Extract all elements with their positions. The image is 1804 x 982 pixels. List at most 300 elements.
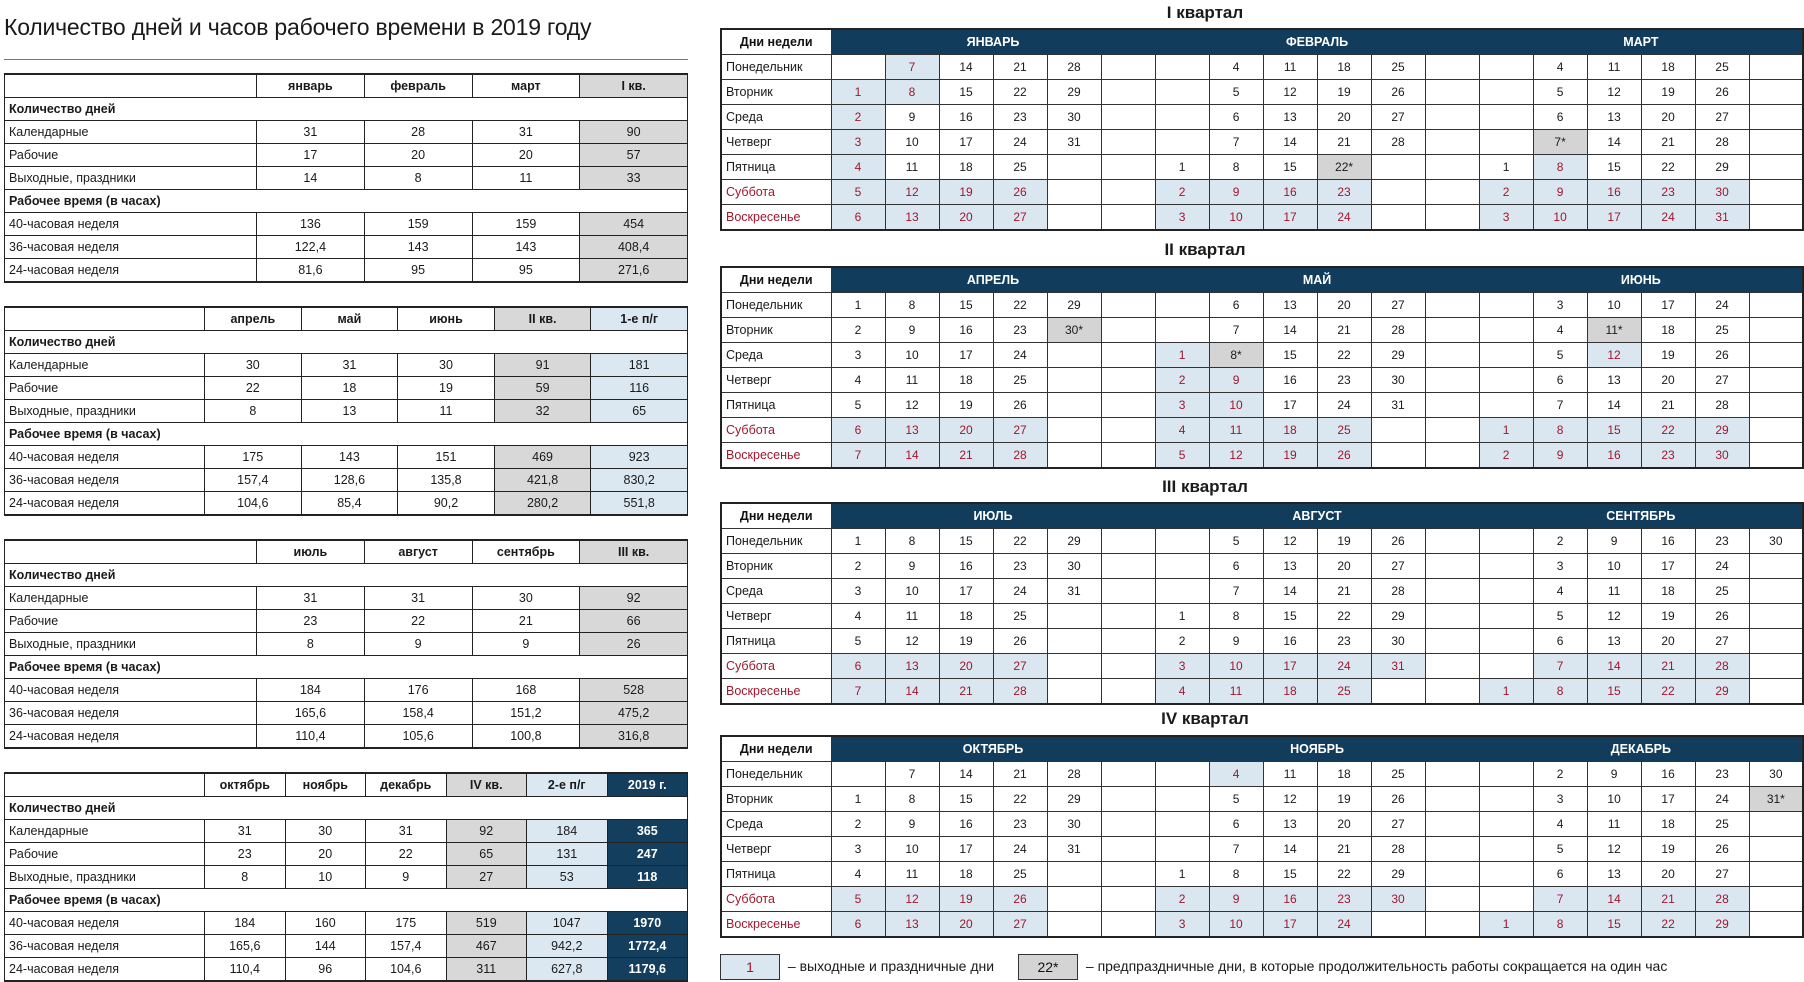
value-cell: 13 bbox=[301, 400, 398, 423]
empty-cell bbox=[1101, 155, 1155, 180]
day-cell: 30 bbox=[1749, 762, 1803, 787]
value-cell: 92 bbox=[580, 587, 688, 610]
day-cell: 23 bbox=[1317, 180, 1371, 205]
day-cell: 19 bbox=[1317, 529, 1371, 554]
day-cell: 28 bbox=[993, 443, 1047, 469]
day-cell: 1 bbox=[831, 787, 885, 812]
day-cell: 15 bbox=[1263, 155, 1317, 180]
day-cell: 5 bbox=[1209, 787, 1263, 812]
value-cell: 31 bbox=[257, 587, 365, 610]
day-cell: 8 bbox=[885, 293, 939, 318]
value-cell: 8 bbox=[364, 167, 472, 190]
quarter-calendar-2 bbox=[720, 266, 1804, 469]
value-cell: 20 bbox=[285, 843, 366, 866]
day-cell: 29 bbox=[1371, 604, 1425, 629]
day-cell: 14 bbox=[939, 55, 993, 80]
empty-cell bbox=[1749, 554, 1803, 579]
table-row bbox=[5, 259, 688, 283]
value-cell: 28 bbox=[364, 121, 472, 144]
day-cell: 22 bbox=[1641, 912, 1695, 938]
day-cell: 2 bbox=[1155, 629, 1209, 654]
day-cell: 28 bbox=[993, 679, 1047, 705]
day-cell: 27 bbox=[1371, 812, 1425, 837]
weekday-label: Среда bbox=[721, 105, 831, 130]
weekday-label: Понедельник bbox=[721, 293, 831, 318]
day-cell: 4 bbox=[1155, 418, 1209, 443]
day-cell: 15 bbox=[1587, 679, 1641, 705]
day-cell: 1 bbox=[1155, 604, 1209, 629]
value-cell: 421,8 bbox=[494, 469, 591, 492]
empty-cell bbox=[1749, 579, 1803, 604]
empty-cell bbox=[1155, 837, 1209, 862]
empty-cell bbox=[1101, 679, 1155, 705]
day-cell: 8 bbox=[885, 80, 939, 105]
weekday-row bbox=[721, 837, 1803, 862]
month-header: ДЕКАБРЬ bbox=[1479, 736, 1803, 762]
value-cell: 158,4 bbox=[364, 702, 472, 725]
weekday-label: Вторник bbox=[721, 318, 831, 343]
day-cell: 23 bbox=[1695, 529, 1749, 554]
day-cell: 6 bbox=[1533, 629, 1587, 654]
stats-corner-cell bbox=[5, 307, 205, 331]
empty-cell bbox=[1749, 393, 1803, 418]
empty-cell bbox=[1101, 579, 1155, 604]
day-cell: 5 bbox=[1533, 837, 1587, 862]
day-cell: 25 bbox=[993, 862, 1047, 887]
quarter-title: IV квартал bbox=[1161, 709, 1249, 728]
value-cell: 31 bbox=[366, 820, 447, 843]
empty-cell bbox=[1749, 887, 1803, 912]
day-cell: 30 bbox=[1047, 105, 1101, 130]
day-cell: 26 bbox=[993, 887, 1047, 912]
day-cell: 1 bbox=[831, 293, 885, 318]
column-header: II кв. bbox=[494, 307, 591, 331]
value-cell: 151 bbox=[398, 446, 495, 469]
weekday-label: Пятница bbox=[721, 155, 831, 180]
empty-cell bbox=[1101, 529, 1155, 554]
day-cell: 28 bbox=[1371, 318, 1425, 343]
empty-cell bbox=[1749, 155, 1803, 180]
day-cell: 1 bbox=[1479, 912, 1533, 938]
weekday-label: Четверг bbox=[721, 368, 831, 393]
day-cell: 2 bbox=[831, 318, 885, 343]
empty-cell bbox=[1749, 55, 1803, 80]
day-cell: 27 bbox=[993, 418, 1047, 443]
empty-cell bbox=[1425, 130, 1479, 155]
empty-cell bbox=[1101, 293, 1155, 318]
empty-cell bbox=[1749, 604, 1803, 629]
value-cell: 22 bbox=[364, 610, 472, 633]
day-cell: 30 bbox=[1047, 812, 1101, 837]
value-cell: 627,8 bbox=[527, 958, 608, 982]
table-row bbox=[5, 820, 688, 843]
day-cell: 21 bbox=[1317, 837, 1371, 862]
day-cell: 22 bbox=[1317, 604, 1371, 629]
day-cell: 18 bbox=[1641, 579, 1695, 604]
empty-cell bbox=[1047, 862, 1101, 887]
value-cell: 104,6 bbox=[205, 492, 302, 516]
empty-cell bbox=[1479, 654, 1533, 679]
row-label: Рабочие bbox=[5, 843, 205, 866]
day-cell: 21 bbox=[1641, 887, 1695, 912]
column-header: декабрь bbox=[366, 773, 447, 797]
day-cell: 3 bbox=[831, 343, 885, 368]
day-cell: 19 bbox=[939, 180, 993, 205]
value-cell: 91 bbox=[494, 354, 591, 377]
weekday-row bbox=[721, 393, 1803, 418]
day-cell: 4 bbox=[1209, 55, 1263, 80]
empty-cell bbox=[1101, 629, 1155, 654]
day-cell: 22 bbox=[1641, 418, 1695, 443]
day-cell: 16 bbox=[1641, 529, 1695, 554]
day-cell: 8 bbox=[1209, 155, 1263, 180]
value-cell: 408,4 bbox=[580, 236, 688, 259]
value-cell: 475,2 bbox=[580, 702, 688, 725]
value-cell: 30 bbox=[472, 587, 580, 610]
day-cell: 24 bbox=[1695, 554, 1749, 579]
day-cell: 3 bbox=[1533, 787, 1587, 812]
empty-cell bbox=[1425, 554, 1479, 579]
weekday-row bbox=[721, 529, 1803, 554]
value-cell: 31 bbox=[205, 820, 286, 843]
day-cell: 24 bbox=[993, 343, 1047, 368]
weekday-row bbox=[721, 155, 1803, 180]
day-cell: 19 bbox=[1641, 80, 1695, 105]
month-header: АВГУСТ bbox=[1155, 503, 1479, 529]
weekday-label: Воскресенье bbox=[721, 443, 831, 469]
day-cell: 3 bbox=[1533, 554, 1587, 579]
day-cell: 16 bbox=[939, 812, 993, 837]
day-cell: 16 bbox=[1263, 368, 1317, 393]
value-cell: 11 bbox=[398, 400, 495, 423]
calendar-header-row bbox=[721, 29, 1803, 55]
day-cell: 5 bbox=[1533, 604, 1587, 629]
empty-cell bbox=[1155, 579, 1209, 604]
weekday-label: Суббота bbox=[721, 654, 831, 679]
weekday-row bbox=[721, 679, 1803, 705]
day-cell: 4 bbox=[831, 155, 885, 180]
calendar-header-row bbox=[721, 503, 1803, 529]
section-row bbox=[5, 889, 688, 912]
weekday-row bbox=[721, 604, 1803, 629]
empty-cell bbox=[1749, 654, 1803, 679]
day-cell: 16 bbox=[1263, 180, 1317, 205]
empty-cell bbox=[1047, 155, 1101, 180]
empty-cell bbox=[1371, 679, 1425, 705]
day-cell: 27 bbox=[1695, 105, 1749, 130]
table-row bbox=[5, 400, 688, 423]
day-cell: 28 bbox=[1047, 762, 1101, 787]
day-cell: 1 bbox=[1479, 155, 1533, 180]
row-label: Календарные bbox=[5, 820, 205, 843]
day-cell: 20 bbox=[1317, 293, 1371, 318]
legend-preholiday-text: – предпраздничные дни, в которые продолжительность работы сокращается на один час bbox=[1085, 958, 1668, 974]
day-cell: 5 bbox=[1209, 80, 1263, 105]
day-cell: 2 bbox=[1155, 887, 1209, 912]
day-cell: 22 bbox=[1641, 155, 1695, 180]
day-cell: 27 bbox=[1371, 293, 1425, 318]
empty-cell bbox=[1749, 180, 1803, 205]
day-cell: 10 bbox=[885, 579, 939, 604]
day-cell: 15 bbox=[1587, 912, 1641, 938]
empty-cell bbox=[1155, 554, 1209, 579]
day-cell: 5 bbox=[831, 887, 885, 912]
day-cell: 17 bbox=[1641, 787, 1695, 812]
day-cell: 30 bbox=[1371, 887, 1425, 912]
day-cell: 16 bbox=[939, 105, 993, 130]
table-row bbox=[5, 587, 688, 610]
value-cell: 90 bbox=[580, 121, 688, 144]
day-cell: 17 bbox=[939, 837, 993, 862]
empty-cell bbox=[1425, 443, 1479, 469]
day-cell: 21 bbox=[939, 443, 993, 469]
empty-cell bbox=[1155, 293, 1209, 318]
day-cell: 12 bbox=[1263, 787, 1317, 812]
day-cell: 16 bbox=[1641, 762, 1695, 787]
column-header: 2019 г. bbox=[607, 773, 688, 797]
empty-cell bbox=[1101, 862, 1155, 887]
table-row bbox=[5, 236, 688, 259]
column-header: май bbox=[301, 307, 398, 331]
day-cell: 4 bbox=[1533, 812, 1587, 837]
weekday-label: Вторник bbox=[721, 554, 831, 579]
day-cell: 2 bbox=[1479, 443, 1533, 469]
day-cell: 13 bbox=[1587, 629, 1641, 654]
day-cell: 6 bbox=[831, 418, 885, 443]
day-cell: 31 bbox=[1047, 130, 1101, 155]
day-cell: 25 bbox=[1317, 418, 1371, 443]
day-cell: 24 bbox=[993, 579, 1047, 604]
weekday-row bbox=[721, 130, 1803, 155]
day-cell: 11 bbox=[1209, 679, 1263, 705]
empty-cell bbox=[1047, 679, 1101, 705]
empty-cell bbox=[1425, 654, 1479, 679]
day-cell: 21 bbox=[1317, 318, 1371, 343]
day-cell: 1 bbox=[831, 80, 885, 105]
day-cell: 18 bbox=[1263, 679, 1317, 705]
stats-corner-cell bbox=[5, 74, 257, 98]
empty-cell bbox=[1479, 368, 1533, 393]
value-cell: 90,2 bbox=[398, 492, 495, 516]
day-cell: 6 bbox=[1209, 812, 1263, 837]
quarter-calendar-4 bbox=[720, 735, 1804, 938]
day-cell: 17 bbox=[939, 130, 993, 155]
value-cell: 469 bbox=[494, 446, 591, 469]
day-cell: 10 bbox=[1587, 293, 1641, 318]
weekday-label: Пятница bbox=[721, 629, 831, 654]
day-cell: 23 bbox=[1695, 762, 1749, 787]
empty-cell bbox=[1425, 762, 1479, 787]
day-cell: 10 bbox=[1209, 654, 1263, 679]
month-header: СЕНТЯБРЬ bbox=[1479, 503, 1803, 529]
day-cell: 13 bbox=[1587, 105, 1641, 130]
value-cell: 9 bbox=[366, 866, 447, 889]
value-cell: 311 bbox=[446, 958, 527, 982]
value-cell: 942,2 bbox=[527, 935, 608, 958]
day-cell: 19 bbox=[1317, 787, 1371, 812]
day-cell: 11 bbox=[885, 862, 939, 887]
section-row bbox=[5, 423, 688, 446]
day-cell: 9 bbox=[1587, 762, 1641, 787]
day-cell: 18 bbox=[939, 155, 993, 180]
day-cell: 13 bbox=[885, 912, 939, 938]
empty-cell bbox=[1425, 579, 1479, 604]
weekday-label: Среда bbox=[721, 812, 831, 837]
day-cell: 3 bbox=[831, 837, 885, 862]
day-cell: 4 bbox=[831, 604, 885, 629]
day-cell: 28 bbox=[1695, 654, 1749, 679]
day-cell: 25 bbox=[1371, 55, 1425, 80]
value-cell: 528 bbox=[580, 679, 688, 702]
empty-cell bbox=[1047, 180, 1101, 205]
day-cell: 7 bbox=[831, 679, 885, 705]
section-title: Рабочее время (в часах) bbox=[5, 656, 688, 679]
day-cell: 30 bbox=[1695, 443, 1749, 469]
day-cell: 27 bbox=[1695, 862, 1749, 887]
empty-cell bbox=[1101, 912, 1155, 938]
day-cell: 1 bbox=[1155, 155, 1209, 180]
row-label: 36-часовая неделя bbox=[5, 469, 205, 492]
empty-cell bbox=[1479, 579, 1533, 604]
day-cell: 21 bbox=[1641, 654, 1695, 679]
empty-cell bbox=[1479, 318, 1533, 343]
value-cell: 1772,4 bbox=[607, 935, 688, 958]
value-cell: 23 bbox=[257, 610, 365, 633]
weekday-row bbox=[721, 205, 1803, 231]
empty-cell bbox=[1479, 130, 1533, 155]
stats-table-4 bbox=[4, 772, 688, 982]
day-cell: 13 bbox=[1263, 812, 1317, 837]
value-cell: 96 bbox=[285, 958, 366, 982]
day-cell: 2 bbox=[831, 105, 885, 130]
value-cell: 59 bbox=[494, 377, 591, 400]
empty-cell bbox=[1425, 180, 1479, 205]
empty-cell bbox=[1479, 604, 1533, 629]
day-cell: 20 bbox=[1641, 862, 1695, 887]
empty-cell bbox=[1479, 393, 1533, 418]
legend-holiday-swatch: 1 bbox=[720, 954, 780, 980]
section-row bbox=[5, 797, 688, 820]
day-cell: 8 bbox=[1209, 604, 1263, 629]
value-cell: 22 bbox=[366, 843, 447, 866]
stats-table-3 bbox=[4, 539, 688, 749]
day-cell: 2 bbox=[1155, 180, 1209, 205]
empty-cell bbox=[1047, 604, 1101, 629]
day-cell: 15 bbox=[939, 787, 993, 812]
day-cell: 25 bbox=[1371, 762, 1425, 787]
empty-cell bbox=[1155, 787, 1209, 812]
column-header: июнь bbox=[398, 307, 495, 331]
table-row bbox=[5, 492, 688, 516]
value-cell: 157,4 bbox=[366, 935, 447, 958]
day-cell: 12 bbox=[1587, 837, 1641, 862]
empty-cell bbox=[1479, 629, 1533, 654]
empty-cell bbox=[1101, 318, 1155, 343]
weekday-label: Среда bbox=[721, 579, 831, 604]
day-cell: 30 bbox=[1371, 629, 1425, 654]
day-cell: 23 bbox=[1317, 629, 1371, 654]
column-header: I кв. bbox=[580, 74, 688, 98]
row-label: Выходные, праздники bbox=[5, 167, 257, 190]
day-cell: 14 bbox=[1263, 579, 1317, 604]
day-cell: 21 bbox=[1317, 579, 1371, 604]
value-cell: 21 bbox=[472, 610, 580, 633]
day-cell: 19 bbox=[1641, 604, 1695, 629]
empty-cell bbox=[1155, 762, 1209, 787]
empty-cell bbox=[1371, 912, 1425, 938]
day-cell: 17 bbox=[939, 579, 993, 604]
value-cell: 131 bbox=[527, 843, 608, 866]
weekday-label: Воскресенье bbox=[721, 912, 831, 938]
value-cell: 551,8 bbox=[591, 492, 688, 516]
legend-preholiday bbox=[1018, 954, 1667, 978]
day-cell: 26 bbox=[1695, 80, 1749, 105]
table-row bbox=[5, 725, 688, 749]
value-cell: 122,4 bbox=[257, 236, 365, 259]
day-cell: 7 bbox=[1209, 130, 1263, 155]
value-cell: 57 bbox=[580, 144, 688, 167]
day-cell: 20 bbox=[939, 205, 993, 231]
empty-cell bbox=[1425, 529, 1479, 554]
empty-cell bbox=[1101, 80, 1155, 105]
day-cell: 31 bbox=[1371, 393, 1425, 418]
value-cell: 143 bbox=[472, 236, 580, 259]
empty-cell bbox=[1425, 862, 1479, 887]
day-cell: 14 bbox=[1263, 130, 1317, 155]
row-label: 36-часовая неделя bbox=[5, 702, 257, 725]
value-cell: 32 bbox=[494, 400, 591, 423]
empty-cell bbox=[1155, 80, 1209, 105]
empty-cell bbox=[831, 762, 885, 787]
day-cell: 11 bbox=[1209, 418, 1263, 443]
stats-table-1 bbox=[4, 73, 688, 283]
value-cell: 17 bbox=[257, 144, 365, 167]
day-cell: 17 bbox=[1263, 912, 1317, 938]
day-cell: 12 bbox=[1263, 80, 1317, 105]
day-cell: 18 bbox=[939, 604, 993, 629]
day-cell: 20 bbox=[1317, 105, 1371, 130]
row-label: 24-часовая неделя bbox=[5, 492, 205, 516]
value-cell: 104,6 bbox=[366, 958, 447, 982]
day-cell: 8 bbox=[885, 529, 939, 554]
day-cell: 11 bbox=[885, 604, 939, 629]
value-cell: 23 bbox=[205, 843, 286, 866]
empty-cell bbox=[1749, 293, 1803, 318]
weekday-row bbox=[721, 55, 1803, 80]
value-cell: 135,8 bbox=[398, 469, 495, 492]
column-header: январь bbox=[257, 74, 365, 98]
table-row bbox=[5, 958, 688, 982]
section-title: Количество дней bbox=[5, 331, 688, 354]
section-row bbox=[5, 656, 688, 679]
day-cell: 23 bbox=[1317, 887, 1371, 912]
day-cell: 21 bbox=[1317, 130, 1371, 155]
value-cell: 184 bbox=[205, 912, 286, 935]
day-cell: 8 bbox=[1209, 862, 1263, 887]
day-cell: 4 bbox=[1533, 55, 1587, 80]
column-header: сентябрь bbox=[472, 540, 580, 564]
day-cell: 15 bbox=[939, 529, 993, 554]
row-label: Выходные, праздники bbox=[5, 633, 257, 656]
empty-cell bbox=[1425, 887, 1479, 912]
value-cell: 110,4 bbox=[205, 958, 286, 982]
empty-cell bbox=[1749, 862, 1803, 887]
empty-cell bbox=[1425, 629, 1479, 654]
day-cell: 11 bbox=[1587, 55, 1641, 80]
empty-cell bbox=[1479, 529, 1533, 554]
empty-cell bbox=[1371, 155, 1425, 180]
day-cell: 19 bbox=[939, 629, 993, 654]
